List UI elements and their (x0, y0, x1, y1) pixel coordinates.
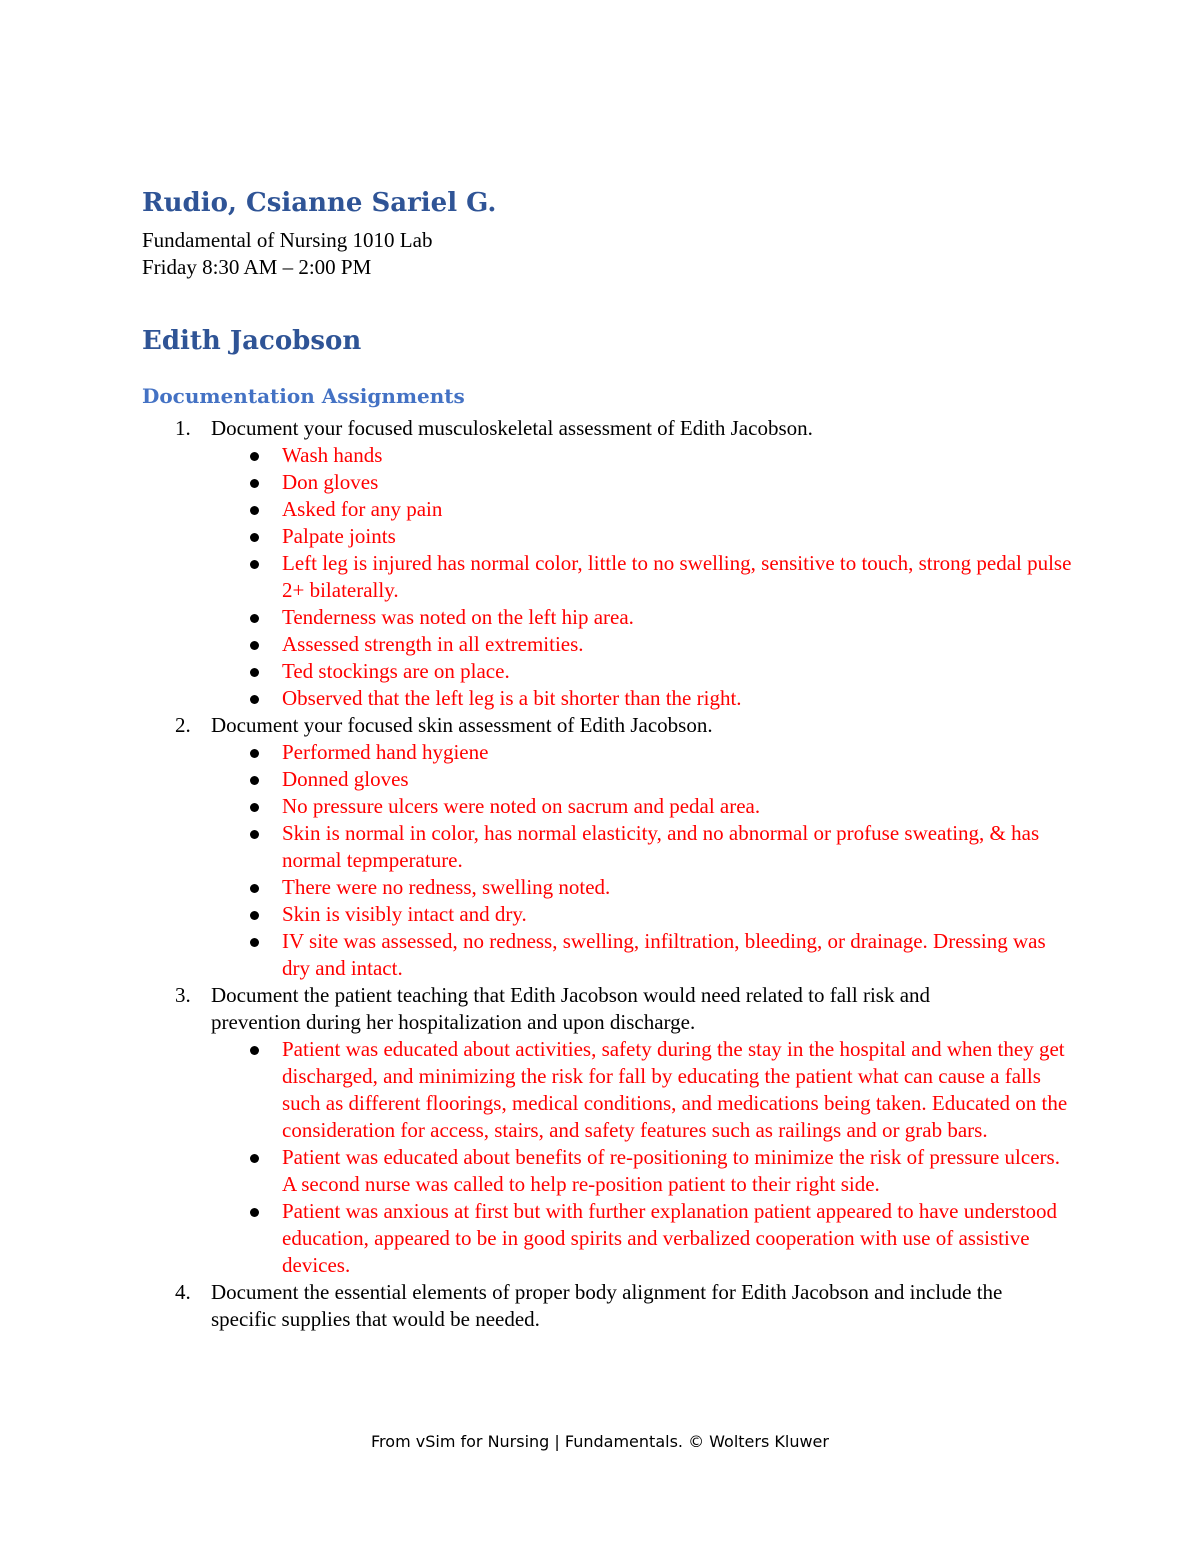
answer-item (0, 685, 1072, 712)
assignment-question (0, 1279, 1011, 1333)
answer-text: Palpate joints (282, 524, 396, 548)
answer-item (0, 874, 1072, 901)
question-text: Document your focused skin assessment of Edith Jacobson. (211, 713, 713, 737)
answer-item (0, 631, 1072, 658)
assignment-question (0, 712, 1011, 739)
bullet-icon (250, 938, 259, 947)
answer-text: No pressure ulcers were noted on sacrum and pedal area. (282, 794, 761, 818)
bullet-icon (250, 479, 259, 488)
bullet-icon (250, 830, 259, 839)
bullet-icon (250, 884, 259, 893)
answer-item (0, 820, 1072, 874)
answer-item (0, 901, 1072, 928)
answer-item (0, 766, 1072, 793)
question-number: 1. (175, 416, 191, 440)
question-text: Document your focused musculoskeletal assessment of Edith Jacobson. (211, 416, 813, 440)
answer-text: Left leg is injured has normal color, little to no swelling, sensitive to touch, strong pedal pulse 2+ bilaterally. (282, 551, 1072, 602)
bullet-icon (250, 533, 259, 542)
bullet-icon (250, 1208, 259, 1217)
answer-text: Patient was educated about activities, safety during the stay in the hospital and when they get discharged, and minimizing the risk for fall by educating the patient what can cause a falls such as different floorings, medical conditions, and medications being taken. Educated on the consideration for access, stairs, and safety features such as railings and or grab bars. (282, 1037, 1068, 1142)
bullet-icon (250, 803, 259, 812)
answer-item (0, 658, 1072, 685)
answer-item (0, 1144, 1072, 1198)
answer-text: Assessed strength in all extremities. (282, 632, 584, 656)
answer-item (0, 928, 1072, 982)
bullet-icon (250, 911, 259, 920)
answer-item (0, 739, 1072, 766)
answer-item (0, 1036, 1072, 1144)
answer-item (0, 550, 1072, 604)
bullet-icon (250, 614, 259, 623)
assignment-question (0, 982, 1011, 1036)
page-footer: From vSim for Nursing | Fundamentals. © Wolters Kluwer (371, 1432, 829, 1451)
answer-text: Skin is normal in color, has normal elasticity, and no abnormal or profuse sweating, & has normal tepmperature. (282, 821, 1040, 872)
answer-text: Don gloves (282, 470, 379, 494)
bullet-icon (250, 776, 259, 785)
question-text: Document the essential elements of proper body alignment for Edith Jacobson and include the specific supplies that would be needed. (211, 1280, 1003, 1331)
bullet-icon (250, 560, 259, 569)
bullet-icon (250, 668, 259, 677)
answer-text: Asked for any pain (282, 497, 443, 521)
bullet-icon (250, 506, 259, 515)
question-number: 2. (175, 713, 191, 737)
answer-text: There were no redness, swelling noted. (282, 875, 611, 899)
question-text: Document the patient teaching that Edith Jacobson would need related to fall risk and prevention during her hospitalization and upon discharge. (211, 983, 931, 1034)
answer-text: Skin is visibly intact and dry. (282, 902, 527, 926)
bullet-icon (250, 452, 259, 461)
answer-text: Wash hands (282, 443, 383, 467)
class-schedule: Friday 8:30 AM – 2:00 PM (142, 255, 372, 279)
answer-text: IV site was assessed, no redness, swelling, infiltration, bleeding, or drainage. Dressing was dry and intact. (282, 929, 1046, 980)
answer-text: Performed hand hygiene (282, 740, 489, 764)
answer-item (0, 604, 1072, 631)
answer-text: Patient was educated about benefits of re-positioning to minimize the risk of pressure ulcers. A second nurse was called to help re-position patient to their right side. (282, 1145, 1060, 1196)
answer-item (0, 442, 1072, 469)
bullet-icon (250, 1154, 259, 1163)
bullet-icon (250, 641, 259, 650)
assignment-question (0, 415, 1011, 442)
answer-item (0, 496, 1072, 523)
answer-item (0, 523, 1072, 550)
answer-item (0, 1198, 1072, 1279)
answer-text: Donned gloves (282, 767, 409, 791)
patient-name: Edith Jacobson (142, 326, 362, 356)
question-number: 4. (175, 1280, 191, 1304)
section-title: Documentation Assignments (142, 384, 465, 408)
answer-text: Observed that the left leg is a bit shorter than the right. (282, 686, 742, 710)
answer-text: Patient was anxious at first but with further explanation patient appeared to have understood education, appeared to be in good spirits and verbalized cooperation with use of assistive devices. (282, 1199, 1058, 1277)
answer-item (0, 469, 1072, 496)
student-name: Rudio, Csianne Sariel G. (142, 188, 497, 218)
bullet-icon (250, 695, 259, 704)
answer-item (0, 793, 1072, 820)
bullet-icon (250, 749, 259, 758)
assignment-list (0, 415, 1200, 1333)
course-name: Fundamental of Nursing 1010 Lab (142, 228, 433, 252)
bullet-icon (250, 1046, 259, 1055)
answer-text: Ted stockings are on place. (282, 659, 510, 683)
question-number: 3. (175, 983, 191, 1007)
answer-text: Tenderness was noted on the left hip area. (282, 605, 634, 629)
